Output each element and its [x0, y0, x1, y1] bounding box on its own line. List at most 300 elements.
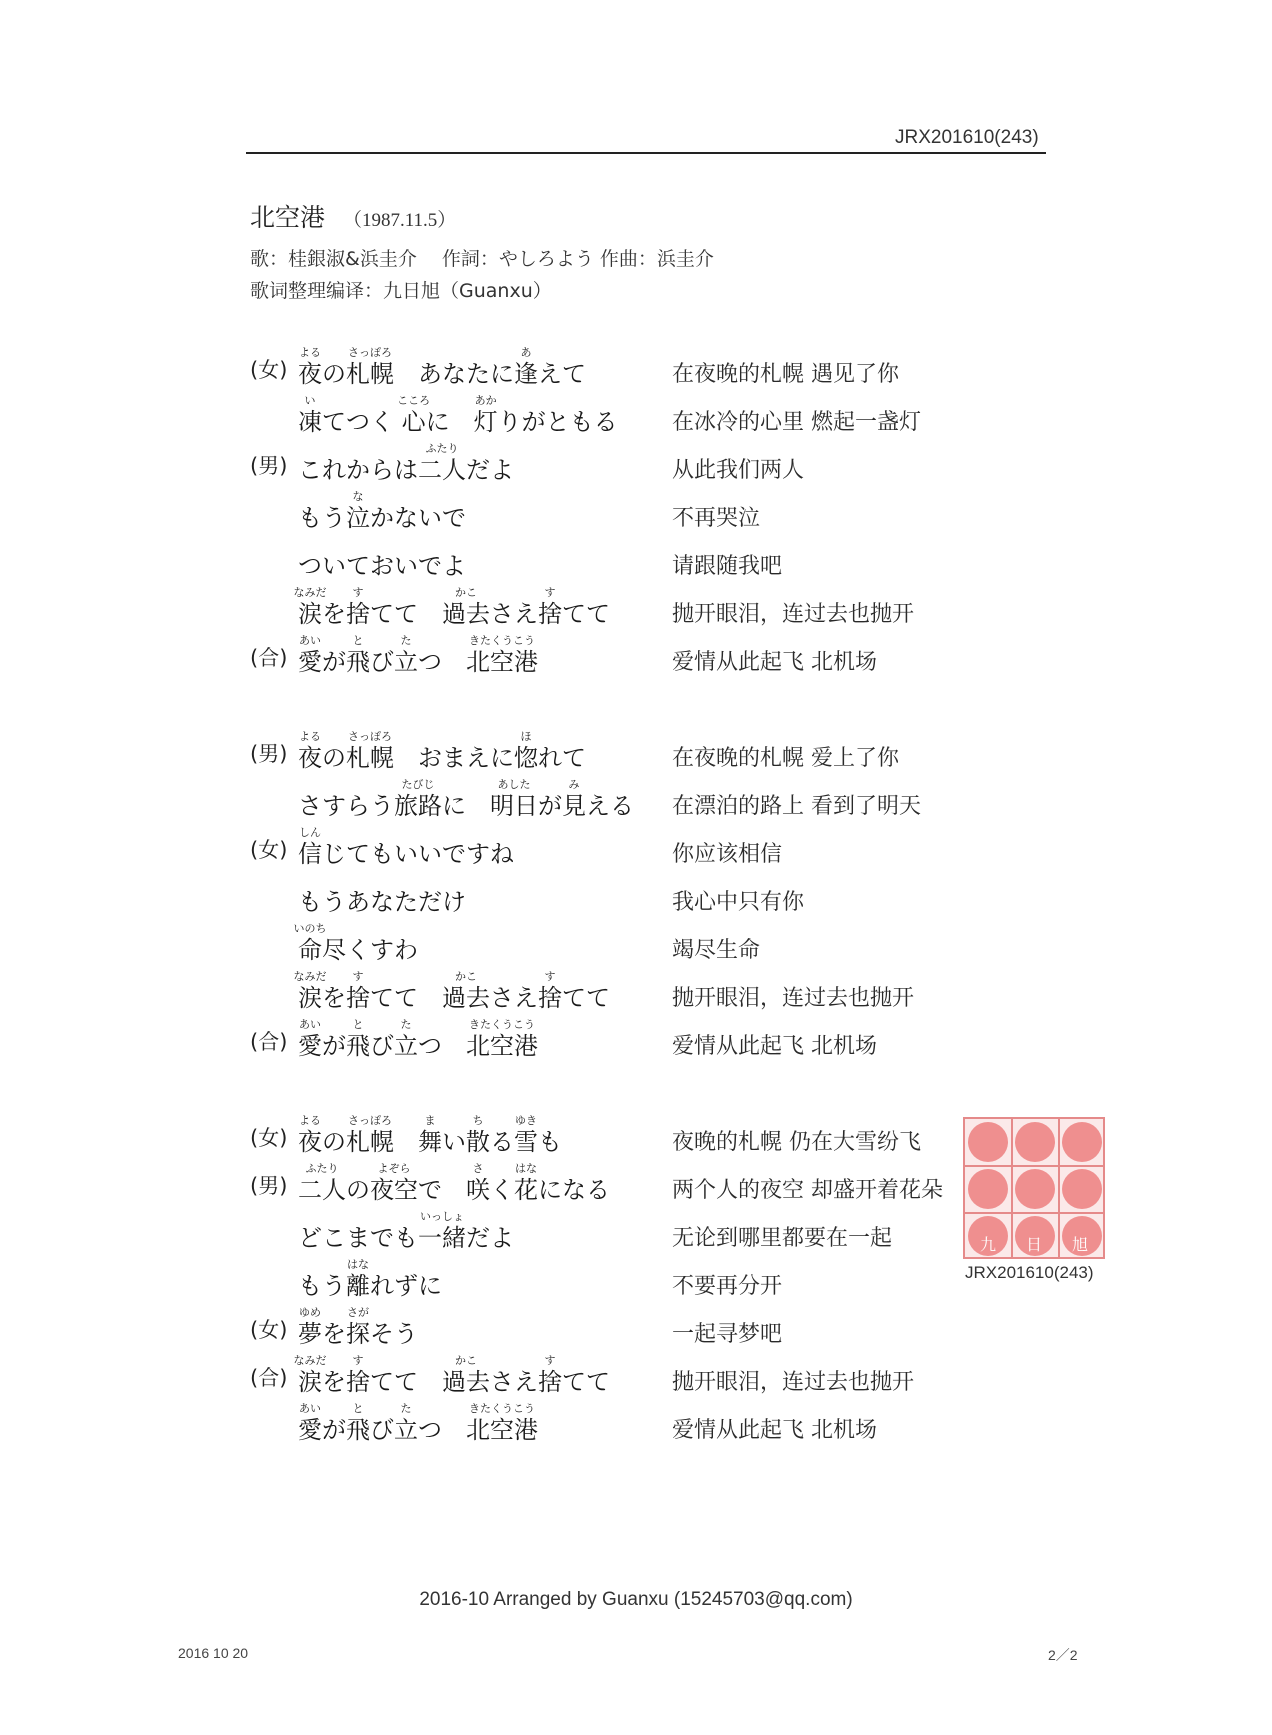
- kana: に: [442, 792, 490, 820]
- japanese-lyric: [298, 442, 514, 484]
- kana: どこまでも: [298, 1224, 418, 1252]
- kana: てて: [562, 1368, 610, 1396]
- kanji-with-furigana: [394, 1018, 418, 1060]
- kanji-with-furigana: [346, 970, 370, 1012]
- lyric-line: [250, 490, 1010, 530]
- furigana: す: [544, 970, 556, 983]
- kanji: 愛: [298, 1416, 322, 1444]
- chinese-translation: 我心中只有你: [672, 890, 805, 915]
- kana: だよ: [466, 456, 514, 484]
- kanji: 捨: [346, 600, 370, 628]
- furigana: ま: [424, 1114, 436, 1127]
- kanji-with-furigana: [538, 586, 562, 628]
- japanese-lyric: [298, 1306, 418, 1348]
- furigana: あい: [299, 1018, 321, 1031]
- furigana: はな: [347, 1258, 369, 1271]
- lyric-line: [250, 634, 1010, 674]
- song-date: （1987.11.5）: [343, 210, 457, 231]
- japanese-lyric: [298, 346, 586, 388]
- furigana: いのち: [293, 922, 327, 935]
- furigana: かこ: [455, 586, 477, 599]
- furigana: たびじ: [401, 778, 435, 791]
- kanji: 旅路: [394, 792, 442, 820]
- kanji: 一緒: [418, 1224, 466, 1252]
- song-credits: 歌：桂銀淑&浜圭介 作詞：やしろよう 作曲：浜圭介: [250, 248, 714, 270]
- kanji-with-furigana: [370, 1162, 418, 1204]
- kanji: 愛: [298, 1032, 322, 1060]
- kanji: 捨: [538, 600, 562, 628]
- furigana: かこ: [455, 1354, 477, 1367]
- kana: もう: [298, 504, 346, 532]
- singer-role: (女): [250, 1318, 288, 1342]
- kanji: 札幌: [346, 360, 394, 388]
- kanji-with-furigana: [346, 586, 370, 628]
- kanji-with-furigana: [346, 1258, 370, 1300]
- kanji: 離: [346, 1272, 370, 1300]
- kanji-with-furigana: [298, 1402, 322, 1444]
- lyric-line: [250, 346, 1010, 386]
- kanji: 探: [346, 1320, 370, 1348]
- chinese-translation: 请跟随我吧: [672, 554, 783, 579]
- japanese-lyric: [293, 586, 610, 628]
- kanji-with-furigana: [346, 1114, 394, 1156]
- kanji-with-furigana: [293, 1354, 327, 1396]
- kanji-with-furigana: [298, 1114, 322, 1156]
- chinese-translation: 不要再分开: [672, 1274, 783, 1299]
- lyric-line: [250, 1114, 1010, 1154]
- header-rule: [246, 152, 1046, 154]
- furigana: なみだ: [293, 970, 327, 983]
- furigana: いっしょ: [420, 1210, 464, 1223]
- kana: ついておいでよ: [298, 552, 466, 580]
- furigana: よる: [299, 1114, 321, 1127]
- lyric-line: [250, 970, 1010, 1010]
- kanji: 二人: [298, 1176, 346, 1204]
- song-title: [250, 198, 456, 234]
- japanese-lyric: [293, 1354, 610, 1396]
- kana: てて: [562, 984, 610, 1012]
- kana: つ: [418, 1032, 466, 1060]
- kanji-with-furigana: [298, 1162, 346, 1204]
- furigana: す: [544, 586, 556, 599]
- lyric-line: [250, 922, 1010, 962]
- chinese-translation: 抛开眼泪，连过去也抛开: [672, 986, 915, 1011]
- chinese-translation: 抛开眼泪，连过去也抛开: [672, 1370, 915, 1395]
- kanji-with-furigana: [514, 346, 538, 388]
- kana: つ: [418, 648, 466, 676]
- kanji-with-furigana: [442, 586, 490, 628]
- kanji: 信: [298, 840, 322, 868]
- furigana: あか: [474, 394, 497, 407]
- kana: が: [322, 648, 346, 676]
- furigana: と: [352, 1402, 364, 1415]
- lyric-line: [250, 874, 1010, 914]
- kana: が: [322, 1032, 346, 1060]
- kana: れずに: [370, 1272, 442, 1300]
- japanese-lyric: [298, 1162, 610, 1204]
- chinese-translation: 爱情从此起飞 北机场: [672, 1418, 877, 1443]
- furigana: ゆき: [515, 1114, 537, 1127]
- chinese-translation: 你应该相信: [672, 842, 783, 867]
- kana: もう: [298, 1272, 346, 1300]
- kanji-with-furigana: [418, 442, 466, 484]
- kana: び: [370, 1416, 394, 1444]
- chinese-translation: 竭尽生命: [672, 938, 761, 963]
- lyric-line: [250, 586, 1010, 626]
- kana: る: [490, 1128, 514, 1156]
- kana: おまえに: [394, 744, 514, 772]
- furigana: す: [352, 970, 364, 983]
- kanji-with-furigana: [466, 1402, 538, 1444]
- kana: てて: [370, 984, 442, 1012]
- kanji-with-furigana: [397, 394, 431, 436]
- furigana: な: [352, 490, 364, 503]
- japanese-lyric: [298, 1402, 538, 1444]
- kana: てて: [562, 600, 610, 628]
- furigana: あ: [520, 346, 532, 359]
- kanji-with-furigana: [298, 1018, 322, 1060]
- furigana: しん: [299, 826, 321, 839]
- kanji-with-furigana: [293, 586, 327, 628]
- kanji-with-furigana: [346, 730, 394, 772]
- furigana: あい: [299, 634, 321, 647]
- kanji: 過去: [442, 600, 490, 628]
- furigana: す: [544, 1354, 556, 1367]
- lyric-line: [250, 1018, 1010, 1058]
- lyric-line: [250, 442, 1010, 482]
- kanji: 夜空: [370, 1176, 418, 1204]
- chinese-translation: 两个人的夜空 却盛开着花朵: [672, 1178, 943, 1203]
- japanese-lyric: [293, 922, 418, 964]
- singer-role: (男): [250, 454, 288, 478]
- kanji-with-furigana: [298, 730, 322, 772]
- furigana: きたくうこう: [469, 634, 535, 647]
- kanji: 捨: [346, 984, 370, 1012]
- kanji-with-furigana: [298, 346, 322, 388]
- kanji-with-furigana: [346, 490, 370, 532]
- kanji-with-furigana: [514, 730, 538, 772]
- kanji: 夜: [298, 1128, 322, 1156]
- furigana: さっぽろ: [348, 346, 392, 359]
- kanji-with-furigana: [346, 1018, 370, 1060]
- singer-role: (男): [250, 742, 288, 766]
- kana: び: [370, 648, 394, 676]
- kanji-with-furigana: [394, 634, 418, 676]
- kanji: 舞: [418, 1128, 442, 1156]
- furigana: こころ: [397, 394, 431, 407]
- kanji: 花: [514, 1176, 538, 1204]
- kana: あなたに: [394, 360, 514, 388]
- kanji: 立: [394, 648, 418, 676]
- japanese-lyric: [298, 1210, 514, 1252]
- kanji: 愛: [298, 648, 322, 676]
- kanji: 捨: [538, 984, 562, 1012]
- furigana: ち: [472, 1114, 484, 1127]
- japanese-lyric: [298, 826, 514, 868]
- japanese-lyric: [298, 490, 466, 532]
- furigana: ゆめ: [299, 1306, 321, 1319]
- kana: も: [538, 1128, 562, 1156]
- kanji-with-furigana: [298, 826, 322, 868]
- chinese-translation: 爱情从此起飞 北机场: [672, 1034, 877, 1059]
- kana: が: [322, 1416, 346, 1444]
- kanji-with-furigana: [538, 970, 562, 1012]
- chinese-translation: 在夜晚的札幌 遇见了你: [672, 362, 899, 387]
- furigana: ほ: [520, 730, 532, 743]
- japanese-lyric: [298, 730, 586, 772]
- lyric-line: [250, 1258, 1010, 1298]
- furigana: さ: [472, 1162, 484, 1175]
- furigana: み: [568, 778, 580, 791]
- kana: つ: [418, 1416, 466, 1444]
- kana: さえ: [490, 600, 538, 628]
- singer-role: (合): [250, 1366, 288, 1390]
- kanji: 泣: [346, 504, 370, 532]
- chinese-translation: 从此我们两人: [672, 458, 805, 483]
- kanji-with-furigana: [418, 1114, 442, 1156]
- page-number: 2／2: [1048, 1647, 1078, 1663]
- chinese-translation: 爱情从此起飞 北机场: [672, 650, 877, 675]
- kana: に: [425, 408, 474, 436]
- chinese-translation: 在漂泊的路上 看到了明天: [672, 794, 921, 819]
- kana: で: [418, 1176, 466, 1204]
- chinese-translation: 在夜晚的札幌 爱上了你: [672, 746, 899, 771]
- japanese-lyric: [298, 634, 538, 676]
- kanji: 心: [401, 408, 426, 436]
- kana: い: [442, 1128, 466, 1156]
- kana: 尽くすわ: [322, 936, 418, 964]
- kanji-with-furigana: [346, 1306, 370, 1348]
- singer-role: (女): [250, 838, 288, 862]
- chinese-translation: 不再哭泣: [672, 506, 761, 531]
- kanji-with-furigana: [442, 1354, 490, 1396]
- kanji: 惚: [514, 744, 538, 772]
- chinese-translation: 无论到哪里都要在一起: [672, 1226, 893, 1251]
- kana: える: [586, 792, 634, 820]
- kanji-with-furigana: [473, 394, 498, 436]
- furigana: よる: [299, 346, 321, 359]
- kanji-with-furigana: [293, 922, 327, 964]
- kanji: 北空港: [466, 1032, 538, 1060]
- kanji: 立: [394, 1032, 418, 1060]
- kana: の: [322, 360, 346, 388]
- kanji-with-furigana: [346, 1354, 370, 1396]
- kanji: 涙: [298, 1368, 322, 1396]
- kana: えて: [538, 360, 586, 388]
- furigana: と: [352, 1018, 364, 1031]
- kana: の: [346, 1176, 370, 1204]
- kanji: 札幌: [346, 744, 394, 772]
- kana: さえ: [490, 984, 538, 1012]
- furigana: と: [352, 634, 364, 647]
- kanji-with-furigana: [490, 778, 538, 820]
- kanji: 夢: [298, 1320, 322, 1348]
- furigana: す: [352, 586, 364, 599]
- kana: [394, 1128, 418, 1156]
- japanese-lyric: [298, 890, 466, 914]
- kanji-with-furigana: [514, 1114, 538, 1156]
- kanji-with-furigana: [394, 1402, 418, 1444]
- kanji: 北空港: [466, 648, 538, 676]
- stamp-chars: [965, 1232, 1103, 1255]
- kanji: 立: [394, 1416, 418, 1444]
- kanji-with-furigana: [562, 778, 586, 820]
- lyric-line: [250, 394, 1010, 434]
- kana: を: [322, 984, 346, 1012]
- kana: の: [322, 1128, 346, 1156]
- singer-role: (合): [250, 1030, 288, 1054]
- singer-role: (女): [250, 1126, 288, 1150]
- furigana: なみだ: [293, 1354, 327, 1367]
- kanji-with-furigana: [298, 394, 322, 436]
- kana: を: [322, 1368, 346, 1396]
- kanji-with-furigana: [418, 1210, 466, 1252]
- kanji-with-furigana: [394, 778, 442, 820]
- kanji-with-furigana: [298, 1306, 322, 1348]
- song-arranger: 歌词整理编译：九日旭（Guanxu）: [250, 280, 552, 302]
- kana: く: [490, 1176, 514, 1204]
- kanji-with-furigana: [538, 1354, 562, 1396]
- lyric-line: [250, 1354, 1010, 1394]
- japanese-lyric: [298, 394, 618, 436]
- chinese-translation: 夜晚的札幌 仍在大雪纷飞: [672, 1130, 921, 1155]
- furigana: きたくうこう: [469, 1402, 535, 1415]
- lyric-line: [250, 1162, 1010, 1202]
- kanji-with-furigana: [298, 634, 322, 676]
- kana: てて: [370, 1368, 442, 1396]
- kanji: 二人: [418, 456, 466, 484]
- lyric-line: [250, 826, 1010, 866]
- furigana: た: [400, 1018, 412, 1031]
- kanji: 灯: [473, 408, 498, 436]
- japanese-lyric: [293, 970, 610, 1012]
- lyric-line: [250, 1402, 1010, 1442]
- kanji: 凍: [298, 408, 322, 436]
- stamp-char: 九: [979, 1235, 996, 1254]
- kanji: 雪: [514, 1128, 538, 1156]
- song-title-text: 北空港: [250, 203, 326, 232]
- furigana: た: [400, 1402, 412, 1415]
- document-code: JRX201610(243): [895, 127, 1039, 148]
- stamp-char: 日: [1025, 1235, 1042, 1254]
- lyric-line: [250, 1210, 1010, 1250]
- singer-role: (合): [250, 646, 288, 670]
- kanji-with-furigana: [466, 1162, 490, 1204]
- kanji: 過去: [442, 1368, 490, 1396]
- kana: てて: [370, 600, 442, 628]
- kanji: 過去: [442, 984, 490, 1012]
- kanji: 捨: [538, 1368, 562, 1396]
- furigana: あい: [299, 1402, 321, 1415]
- furigana: よぞら: [377, 1162, 411, 1175]
- kana: じてもいいですね: [322, 840, 514, 868]
- singer-role: (男): [250, 1174, 288, 1198]
- kanji: 札幌: [346, 1128, 394, 1156]
- kana: を: [322, 1320, 346, 1348]
- kanji: 飛: [346, 1416, 370, 1444]
- kanji: 散: [466, 1128, 490, 1156]
- furigana: さっぽろ: [348, 1114, 392, 1127]
- kanji: 涙: [298, 984, 322, 1012]
- kana: を: [322, 600, 346, 628]
- furigana: きたくうこう: [469, 1018, 535, 1031]
- kana: だよ: [466, 1224, 514, 1252]
- kanji-with-furigana: [466, 1018, 538, 1060]
- kana: になる: [538, 1176, 610, 1204]
- japanese-lyric: [298, 778, 634, 820]
- furigana: かこ: [455, 970, 477, 983]
- footer-arranged: 2016-10 Arranged by Guanxu (15245703@qq.com): [419, 1589, 853, 1610]
- kanji: 北空港: [466, 1416, 538, 1444]
- kanji-with-furigana: [293, 970, 327, 1012]
- furigana: あした: [497, 778, 531, 791]
- chinese-translation: 在冰冷的心里 燃起一盏灯: [672, 410, 921, 435]
- furigana: ふたり: [425, 442, 459, 455]
- lyric-line: [250, 538, 1010, 578]
- stamp-char: 旭: [1071, 1235, 1088, 1254]
- kana: もうあなただけ: [298, 888, 466, 916]
- kanji-with-furigana: [514, 1162, 538, 1204]
- lyric-line: [250, 1306, 1010, 1346]
- kanji-with-furigana: [346, 634, 370, 676]
- chinese-translation: 抛开眼泪，连过去也抛开: [672, 602, 915, 627]
- kana: の: [322, 744, 346, 772]
- kana: りがともる: [497, 408, 618, 436]
- kana: が: [538, 792, 562, 820]
- furigana: さが: [347, 1306, 369, 1319]
- furigana: ふたり: [305, 1162, 339, 1175]
- japanese-lyric: [298, 1018, 538, 1060]
- seal-stamp: [963, 1117, 1105, 1259]
- kanji: 夜: [298, 360, 322, 388]
- kanji: 飛: [346, 1032, 370, 1060]
- kanji: 涙: [298, 600, 322, 628]
- kana: かないで: [370, 504, 466, 532]
- kana: さすらう: [298, 792, 394, 820]
- kana: び: [370, 1032, 394, 1060]
- furigana: い: [304, 394, 316, 407]
- kanji: 明日: [490, 792, 538, 820]
- kanji: 見: [562, 792, 586, 820]
- kana: れて: [538, 744, 586, 772]
- kanji: 捨: [346, 1368, 370, 1396]
- kanji-with-furigana: [346, 346, 394, 388]
- kanji: 飛: [346, 648, 370, 676]
- kanji: 夜: [298, 744, 322, 772]
- kana: これからは: [298, 456, 418, 484]
- kanji-with-furigana: [442, 970, 490, 1012]
- furigana: す: [352, 1354, 364, 1367]
- lyric-line: [250, 730, 1010, 770]
- kana: さえ: [490, 1368, 538, 1396]
- kanji: 咲: [466, 1176, 490, 1204]
- lyric-line: [250, 778, 1010, 818]
- furigana: た: [400, 634, 412, 647]
- japanese-lyric: [298, 554, 466, 578]
- kana: てつく: [322, 408, 402, 436]
- stamp-code: JRX201610(243): [965, 1263, 1094, 1282]
- japanese-lyric: [298, 1114, 562, 1156]
- furigana: なみだ: [293, 586, 327, 599]
- kanji-with-furigana: [466, 1114, 490, 1156]
- furigana: さっぽろ: [348, 730, 392, 743]
- furigana: よる: [299, 730, 321, 743]
- kanji: 逢: [514, 360, 538, 388]
- kana: そう: [370, 1320, 418, 1348]
- kanji-with-furigana: [466, 634, 538, 676]
- furigana: はな: [515, 1162, 537, 1175]
- kanji-with-furigana: [346, 1402, 370, 1444]
